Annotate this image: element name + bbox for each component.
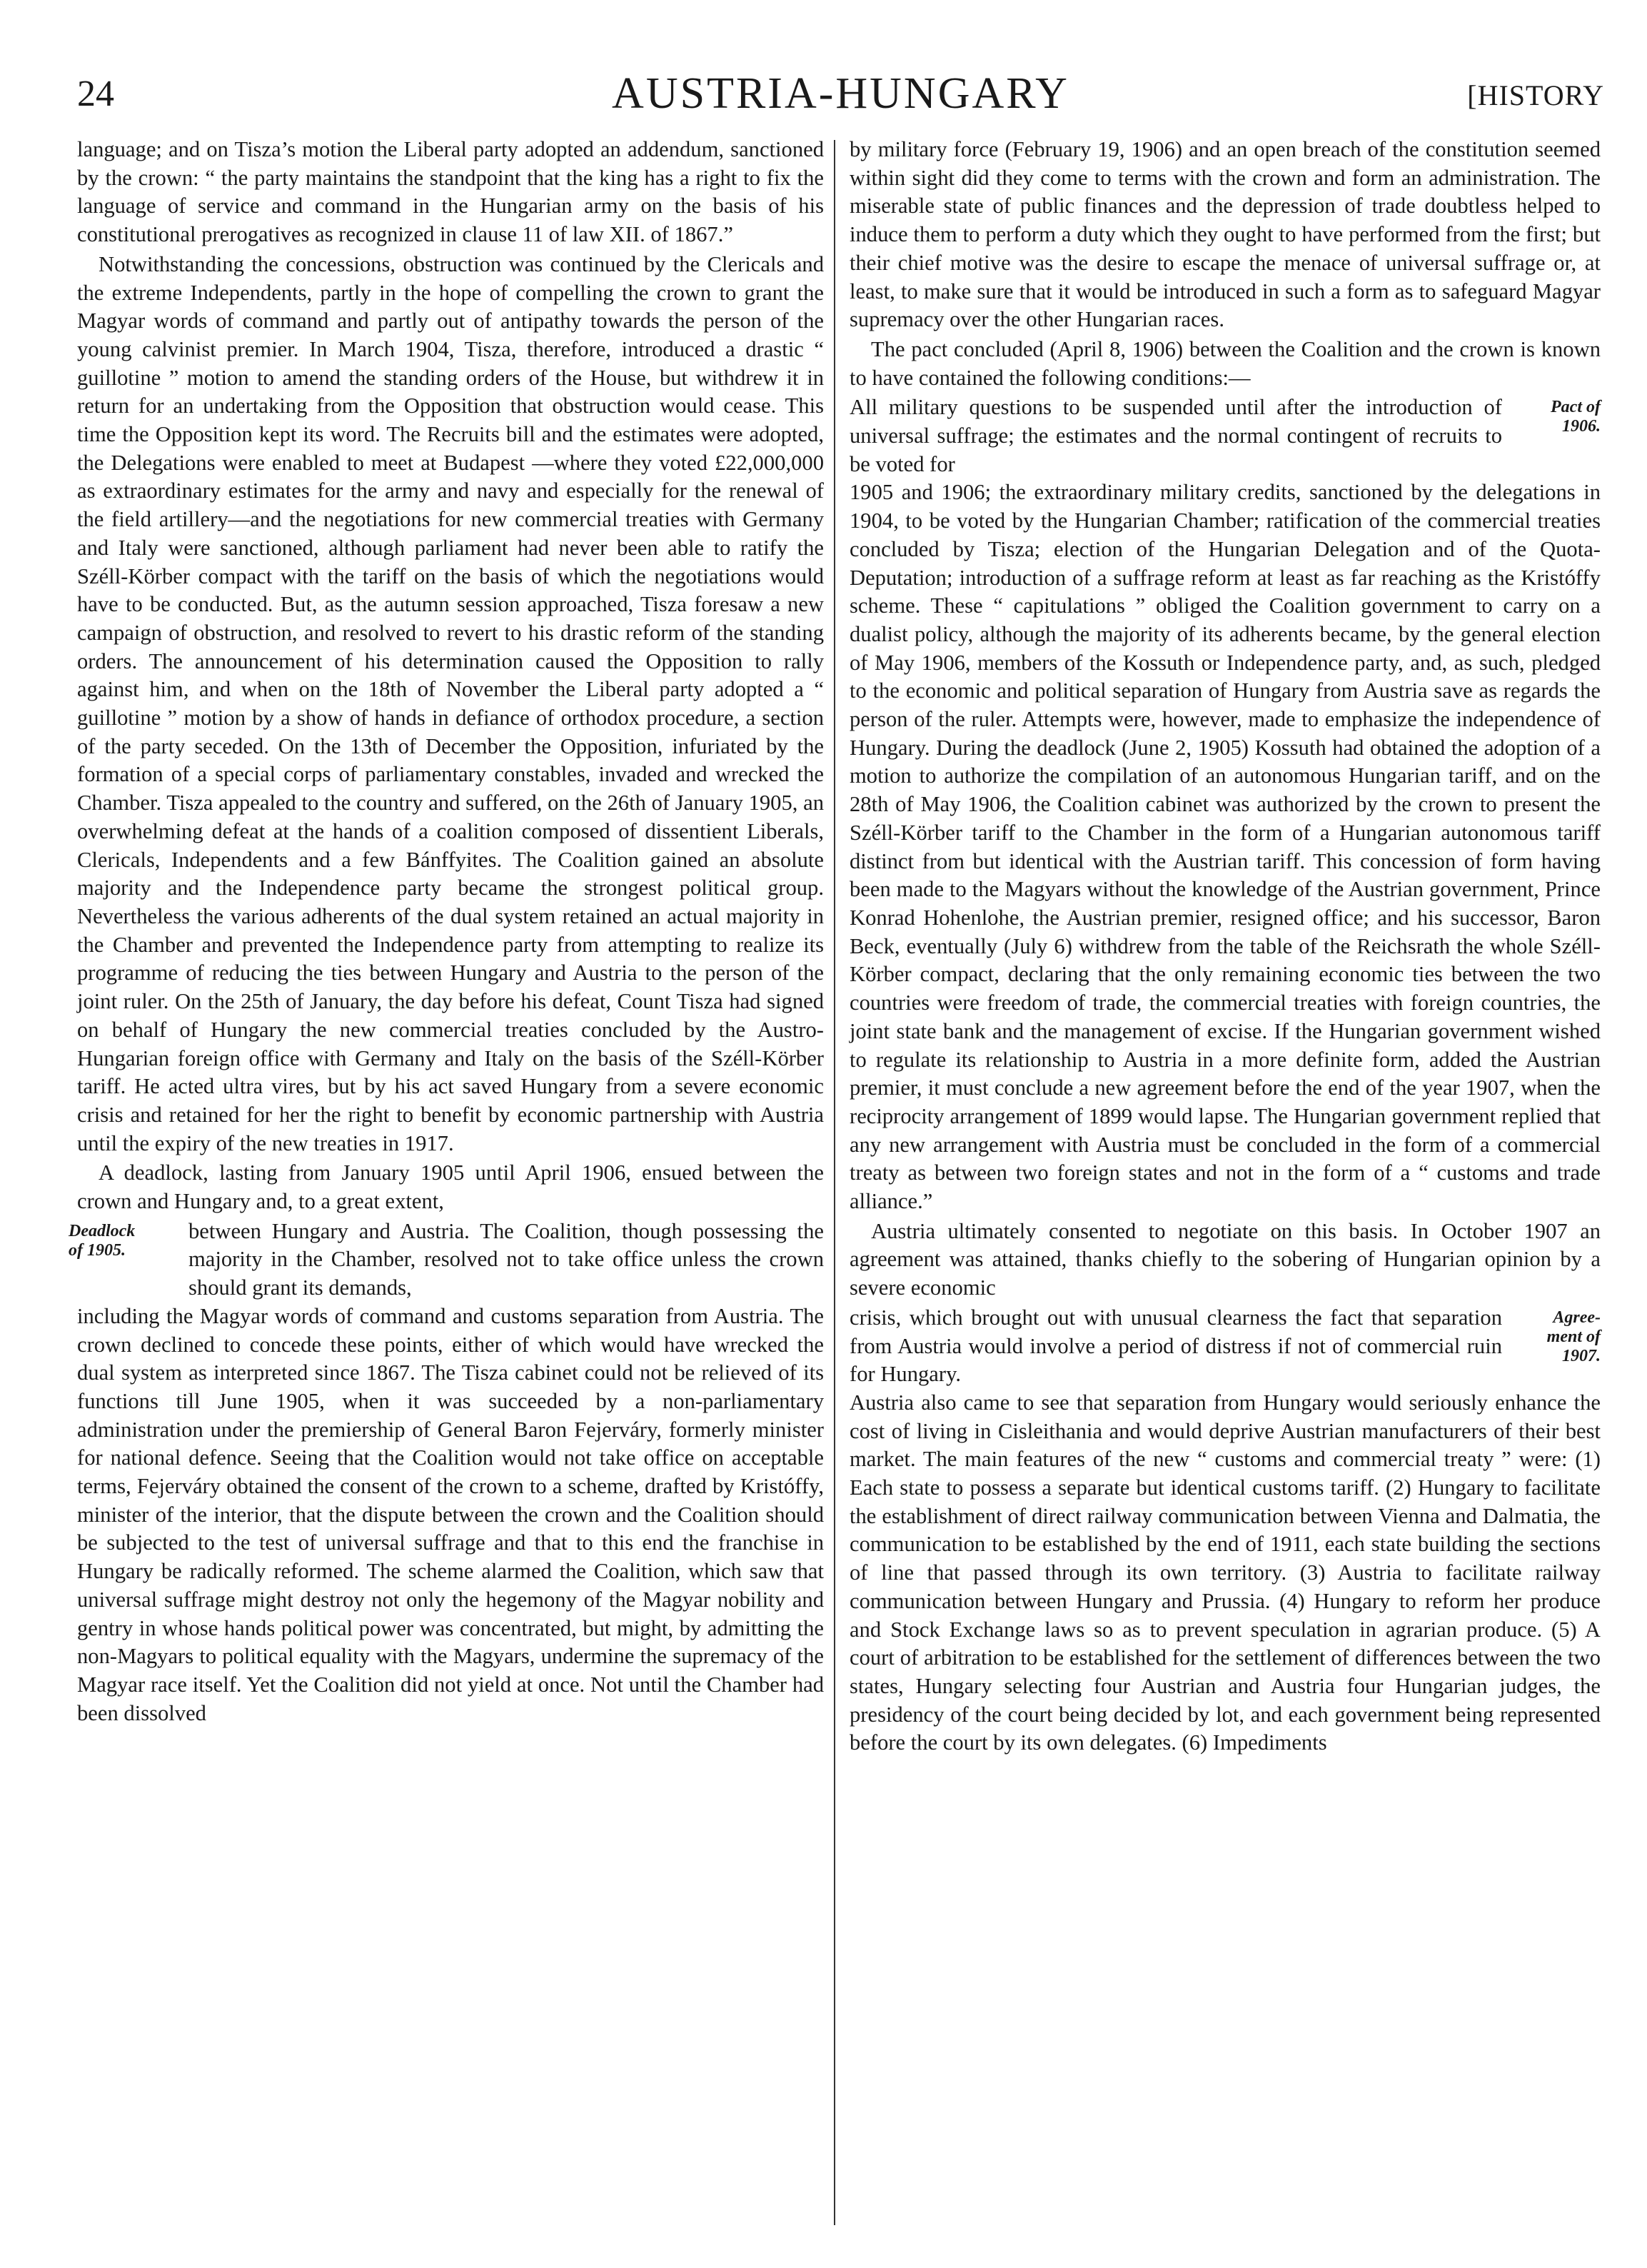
margin-note-line: Agree-: [1553, 1308, 1601, 1327]
section-label: [HISTORY: [1467, 79, 1604, 111]
paragraph: by military force (February 19, 1906) and an open breach of the constitution seemed within sight did they come to terms with the crown and form an administration. The miserable state of public finances and the depression of trade doubtless helped to induce them to perform a duty which they ought to have performed from the first; but their chief motive was the desire to escape the menace of universal suffrage or, at least, to make sure that it would be introduced in such a form as to safeguard Magyar supremacy over the other Hungarian races.: [850, 137, 1601, 332]
paragraph-segment: between Hungary and Austria. The Coalition, though possessing the majority in the Chamber, resolved not to take office unless the crown should grant its demands,: [188, 1218, 824, 1300]
sidenote-block: [69, 1218, 824, 1303]
right-column: [850, 136, 1601, 1757]
margin-note-line: 1907.: [1562, 1346, 1601, 1365]
sidenote-text: [850, 393, 1502, 478]
paragraph-segment: All military questions to be suspended until after the introduction of universal suffrage; the estimates and the normal contingent of recruits to be voted for: [850, 395, 1502, 476]
margin-note-line: 1906.: [1562, 417, 1601, 436]
sidenote-text: [188, 1218, 824, 1303]
paragraph: The pact concluded (April 8, 1906) between the Coalition and the crown is known to have contained the following conditions:—: [850, 336, 1601, 390]
left-column: [69, 136, 824, 1727]
paragraph-segment: 1905 and 1906; the extraordinary military credits, sanctioned by the delegations in 1904, to be voted by the Hungarian Chamber; ratification of the commercial treaties concluded by Tisza; election of the Hungarian Delegation and of the Quota-Deputation; introduction of a suffrage reform at least as far reaching as the Kristóffy scheme. These “ capitulations ” obliged the Coalition government to carry on a dualist policy, although the majority of its adherents became, by the general election of May 1906, members of the Kossuth or Independence party, and, as such, pledged to the economic and political separation of Hungary from Austria save as regards the person of the ruler. Attempts were, however, made to emphasize the independence of Hungary. During the deadlock (June 2, 1905) Kossuth had obtained the adoption of a motion to authorize the compilation of an autonomous Hungarian tariff, and on the 28th of May 1906, the Coalition cabinet was authorized by the crown to present the Széll-Körber tariff to the Chamber in the form of a Hungarian autonomous tariff distinct from but identical with the Austrian tariff. This concession of form having been made to the Magyars without the knowledge of the Austrian government, Prince Konrad Hohenlohe, the Austrian premier, resigned office; and his successor, Baron Beck, eventually (July 6) withdrew from the table of the Reichsrath the whole Széll-Körber compact, declaring that the only remaining economic ties between the two countries were freedom of trade, the commercial treaties with foreign countries, the joint state bank and the management of excise. If the Hungarian government wished to regulate its relationship to Austria in a more definite form, added the Austrian premier, it must conclude a new agreement before the end of the year 1907, when the reciprocity arrangement of 1899 would lapse. The Hungarian government replied that any new arrangement with Austria must be concluded in the form of a commercial treaty as between two foreign states and not in the form of a “ customs and trade alliance.”: [850, 480, 1601, 1214]
margin-note-deadlock: [69, 1218, 176, 1303]
column-rule: [834, 140, 835, 2225]
sidenote-block: [850, 393, 1601, 478]
margin-note-line: Deadlock: [69, 1221, 136, 1240]
sidenote-text: [850, 1304, 1502, 1389]
margin-note-line: ment of: [1546, 1327, 1601, 1346]
paragraph: language; and on Tisza’s motion the Liberal party adopted an addendum, sanctioned by the crown: “ the party maintains the standpoint that the king has a right to fix the language of service and command in the Hungarian army on the basis of his constitutional prerogatives as recognized in clause 11 of law XII. of 1867.”: [77, 137, 824, 247]
paragraph-segment: crisis, which brought out with unusual clearness the fact that separation from Austria would involve a period of distress if not of commercial ruin for Hungary.: [850, 1305, 1502, 1387]
paragraph-segment: including the Magyar words of command and customs separation from Austria. The crown declined to concede these points, either of which would have wrecked the dual system as interpreted since 1867. The Tisza cabinet could not be relieved of its functions till June 1905, when it was succeeded by a non-parliamentary administration under the premiership of General Baron Fejerváry, formerly minister for national defence. Seeing that the Coalition would not take office on acceptable terms, Fejerváry obtained the consent of the crown to a scheme, drafted by Kristóffy, minister of the interior, that the dispute between the crown and the Coalition should be subjected to the test of universal suffrage and that to this end the franchise in Hungary be radically reformed. The scheme alarmed the Coalition, which saw that universal suffrage might destroy not only the hegemony of the Magyar nobility and gentry in whose hands political power was concentrated, but might, by admitting the non-Magyars to political equality with the Magyars, undermine the supremacy of the Magyar race itself. Yet the Coalition did not yield at once. Not until the Chamber had been dissolved: [77, 1303, 824, 1725]
margin-note-agreement: [1515, 1304, 1601, 1389]
sidenote-block: [850, 1304, 1601, 1389]
page-number: 24: [77, 74, 114, 114]
margin-note-line: Pact of: [1551, 398, 1601, 417]
margin-note-line: of 1905.: [69, 1240, 126, 1260]
paragraph: Austria ultimately consented to negotiate on this basis. In October 1907 an agreement was attained, thanks chiefly to the sobering of Hungarian opinion by a severe economic: [850, 1218, 1601, 1300]
paragraph-segment: Austria also came to see that separation from Hungary would seriously enhance the cost of living in Cisleithania and would deprive Austrian manufacturers of their best market. The main features of the new “ customs and commercial treaty ” were: (1) Each state to possess a separate but identical customs tariff. (2) Hungary to facilitate the establishment of direct railway communication between Vienna and Dalmatia, the communication to be established by the end of 1911, each state building the sections of line that passed through its own territory. (3) Austria to facilitate railway communication between Hungary and Prussia. (4) Hungary to reform her produce and Stock Exchange laws so as to prevent speculation in agrarian produce. (5) A court of arbitration to be established for the settlement of differences between the two states, Hungary selecting four Austrian and Austria four Hungarian judges, the presidency of the court being decided by lot, and each government being represented before the court by its own delegates. (6) Impediments: [850, 1390, 1601, 1755]
running-head: [77, 69, 1604, 126]
paragraph: Notwithstanding the concessions, obstruction was continued by the Clericals and the extreme Independents, partly in the hope of compelling the crown to grant the Magyar words of command and partly out of antipathy towards the person of the young calvinist premier. In March 1904, Tisza, therefore, introduced a drastic “ guillotine ” motion to amend the standing orders of the House, but withdrew it in return for an undertaking from the Opposition that obstruction would cease. This time the Opposition kept its word. The Recruits bill and the estimates were adopted, the Delegations were enabled to meet at Budapest —where they voted £22,000,000 as extraordinary estimates for the army and navy and especially for the renewal of the field artillery—and the negotiations for new commercial treaties with Germany and Italy were sanctioned, although parliament had never been able to ratify the Széll-Körber compact with the tariff on the basis of which the negotiations would have to be conducted. But, as the autumn session approached, Tisza foresaw a new campaign of obstruction, and resolved to revert to his drastic reform of the standing orders. The announcement of his determination caused the Opposition to rally against him, and when on the 18th of November the Liberal party adopted a “ guillotine ” motion by a show of hands in defiance of orthodox procedure, a section of the party seceded. On the 13th of December the Opposition, infuriated by the formation of a special corps of parliamentary constables, invaded and wrecked the Chamber. Tisza appealed to the country and suffered, on the 26th of January 1905, an overwhelming defeat at the hands of a coalition composed of dissentient Liberals, Clericals, Independents and a few Bánffyites. The Coalition gained an absolute majority and the Independence party became the strongest political group. Nevertheless the various adherents of the dual system retained an actual majority in the Chamber and prevented the Independence party from attempting to realize its programme of reducing the ties between Hungary and Austria to the person of the joint ruler. On the 25th of January, the day before his defeat, Count Tisza had signed on behalf of Hungary the new commercial treaties concluded by the Austro-Hungarian foreign office with Germany and Italy on the basis of the Széll-Körber tariff. He acted ultra vires, but by his act saved Hungary from a severe economic crisis and retained for her the right to benefit by economic partnership with Austria until the expiry of the new treaties in 1917.: [77, 251, 824, 1155]
margin-note-pact: [1515, 393, 1601, 478]
running-title: AUSTRIA-HUNGARY: [612, 69, 1069, 118]
paragraph: A deadlock, lasting from January 1905 until April 1906, ensued between the crown and Hungary and, to a great extent,: [77, 1160, 824, 1214]
